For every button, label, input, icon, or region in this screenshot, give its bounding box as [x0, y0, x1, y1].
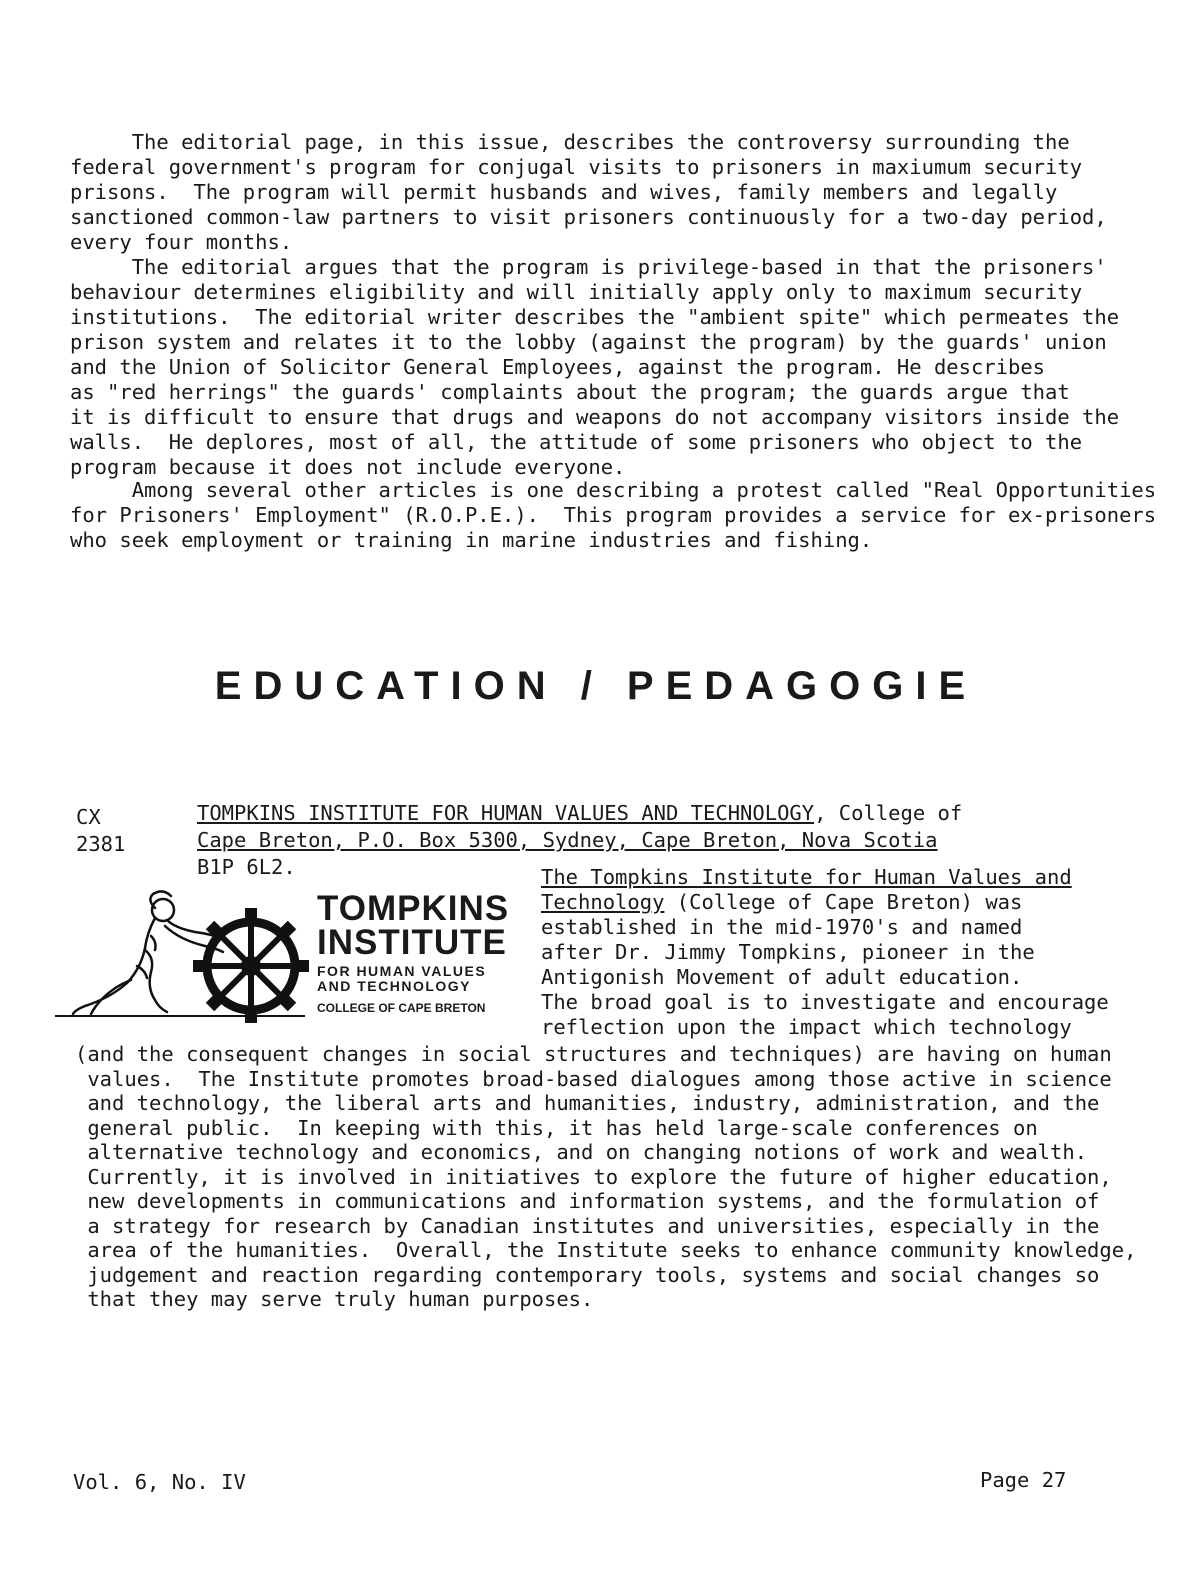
text-line: federal government's program for conjugal visits to prisoners in maxiumum security — [70, 155, 1083, 179]
footer-volume: Vol. 6, No. IV — [73, 1470, 246, 1494]
description-body — [75, 1042, 1136, 1312]
description-line: reflection upon the impact which technology — [541, 1015, 1072, 1039]
logo-wordmark — [317, 889, 510, 1016]
description-side-column — [541, 865, 1109, 1040]
description-line: established in the mid-1970's and named — [541, 915, 1023, 939]
logo-line-1: TOMPKINS — [317, 889, 510, 928]
editorial-paragraph-1 — [70, 130, 1107, 255]
text-line: as "red herrings" the guards' complaints about the program; the guards argue that — [70, 380, 1070, 404]
text-line: The editorial page, in this issue, describes the controversy surrounding the — [70, 130, 1070, 154]
description-line: judgement and reaction regarding contemporary tools, systems and social changes so — [75, 1262, 1100, 1287]
section-title: EDUCATION / PEDAGOGIE — [214, 664, 978, 708]
entry-name: TOMPKINS INSTITUTE FOR HUMAN VALUES AND TECHNOLOGY — [197, 801, 815, 825]
description-line: (and the consequent changes in social structures and techniques) are having on human — [75, 1042, 1112, 1066]
text-line: prisons. The program will permit husbands and wives, family members and legally — [70, 180, 1058, 204]
logo-line-5: COLLEGE OF CAPE BRETON — [317, 1001, 486, 1015]
editorial-paragraph-3 — [70, 478, 1156, 553]
description-line: Currently, it is involved in initiatives to explore the future of higher education, — [75, 1164, 1112, 1189]
text-line: every four months. — [70, 230, 293, 254]
text-line: institutions. The editorial writer describes the "ambient spite" which permeates the — [70, 305, 1120, 329]
description-line: The broad goal is to investigate and encourage — [541, 990, 1109, 1014]
text-line: Among several other articles is one describing a protest called "Real Opportunities — [70, 478, 1157, 502]
logo-line-2: INSTITUTE — [317, 923, 507, 962]
text-line: sanctioned common-law partners to visit prisoners continuously for a two-day period, — [70, 205, 1107, 229]
text-line: The editorial argues that the program is privilege-based in that the prisoners' — [70, 255, 1107, 279]
logo-line-3: FOR HUMAN VALUES — [317, 963, 487, 979]
text-line: it is difficult to ensure that drugs and weapons do not accompany visitors inside the — [70, 405, 1120, 429]
tompkins-institute-logo — [55, 888, 525, 1023]
entry-address-line: Cape Breton, P.O. Box 5300, Sydney, Cape Breton, Nova Scotia — [197, 828, 938, 852]
description-line: a strategy for research by Canadian institutes and universities, especially in the — [75, 1213, 1100, 1238]
entry-id-number: 2381 — [76, 832, 126, 856]
description-line: The Tompkins Institute for Human Values and — [541, 865, 1072, 889]
man-pushing-gear-icon — [55, 888, 315, 1023]
text-line: and the Union of Solicitor General Employees, against the program. He describes — [70, 355, 1046, 379]
description-line: general public. In keeping with this, it has held large-scale conferences on — [75, 1115, 1038, 1140]
editorial-paragraph-2 — [70, 255, 1119, 480]
logo-line-4: AND TECHNOLOGY — [317, 978, 471, 994]
description-line: new developments in communications and information systems, and the formulation of — [75, 1189, 1100, 1213]
description-line: values. The Institute promotes broad-based dialogues among those active in science — [75, 1066, 1112, 1091]
entry-id-prefix: CX — [76, 805, 101, 829]
description-line: Technology (College of Cape Breton) was — [541, 890, 1023, 914]
entry-name-line — [197, 800, 962, 827]
text-line: who seek employment or training in marine industries and fishing. — [70, 528, 873, 552]
description-line: and technology, the liberal arts and humanities, industry, administration, and the — [75, 1091, 1100, 1115]
text-line: walls. He deplores, most of all, the attitude of some prisoners who object to the — [70, 430, 1083, 454]
description-line: after Dr. Jimmy Tompkins, pioneer in the — [541, 940, 1035, 964]
description-line: alternative technology and economics, and on changing notions of work and wealth. — [75, 1140, 1088, 1164]
footer-page-number: Page 27 — [980, 1468, 1067, 1492]
entry-id — [76, 804, 125, 858]
entry-address-suffix: , College of — [814, 801, 963, 825]
description-line: Antigonish Movement of adult education. — [541, 965, 1023, 989]
text-line: for Prisoners' Employment" (R.O.P.E.). This program provides a service for ex-prisoners — [70, 503, 1157, 527]
entry-postal-code: B1P 6L2. — [197, 855, 296, 879]
description-line: area of the humanities. Overall, the Institute seeks to enhance community knowledge, — [75, 1238, 1137, 1262]
text-line: program because it does not include everyone. — [70, 455, 626, 479]
text-line: behaviour determines eligibility and will initially apply only to maximum security — [70, 280, 1083, 304]
description-line: that they may serve truly human purposes. — [75, 1287, 594, 1311]
text-line: prison system and relates it to the lobby (against the program) by the guards' union — [70, 330, 1107, 354]
